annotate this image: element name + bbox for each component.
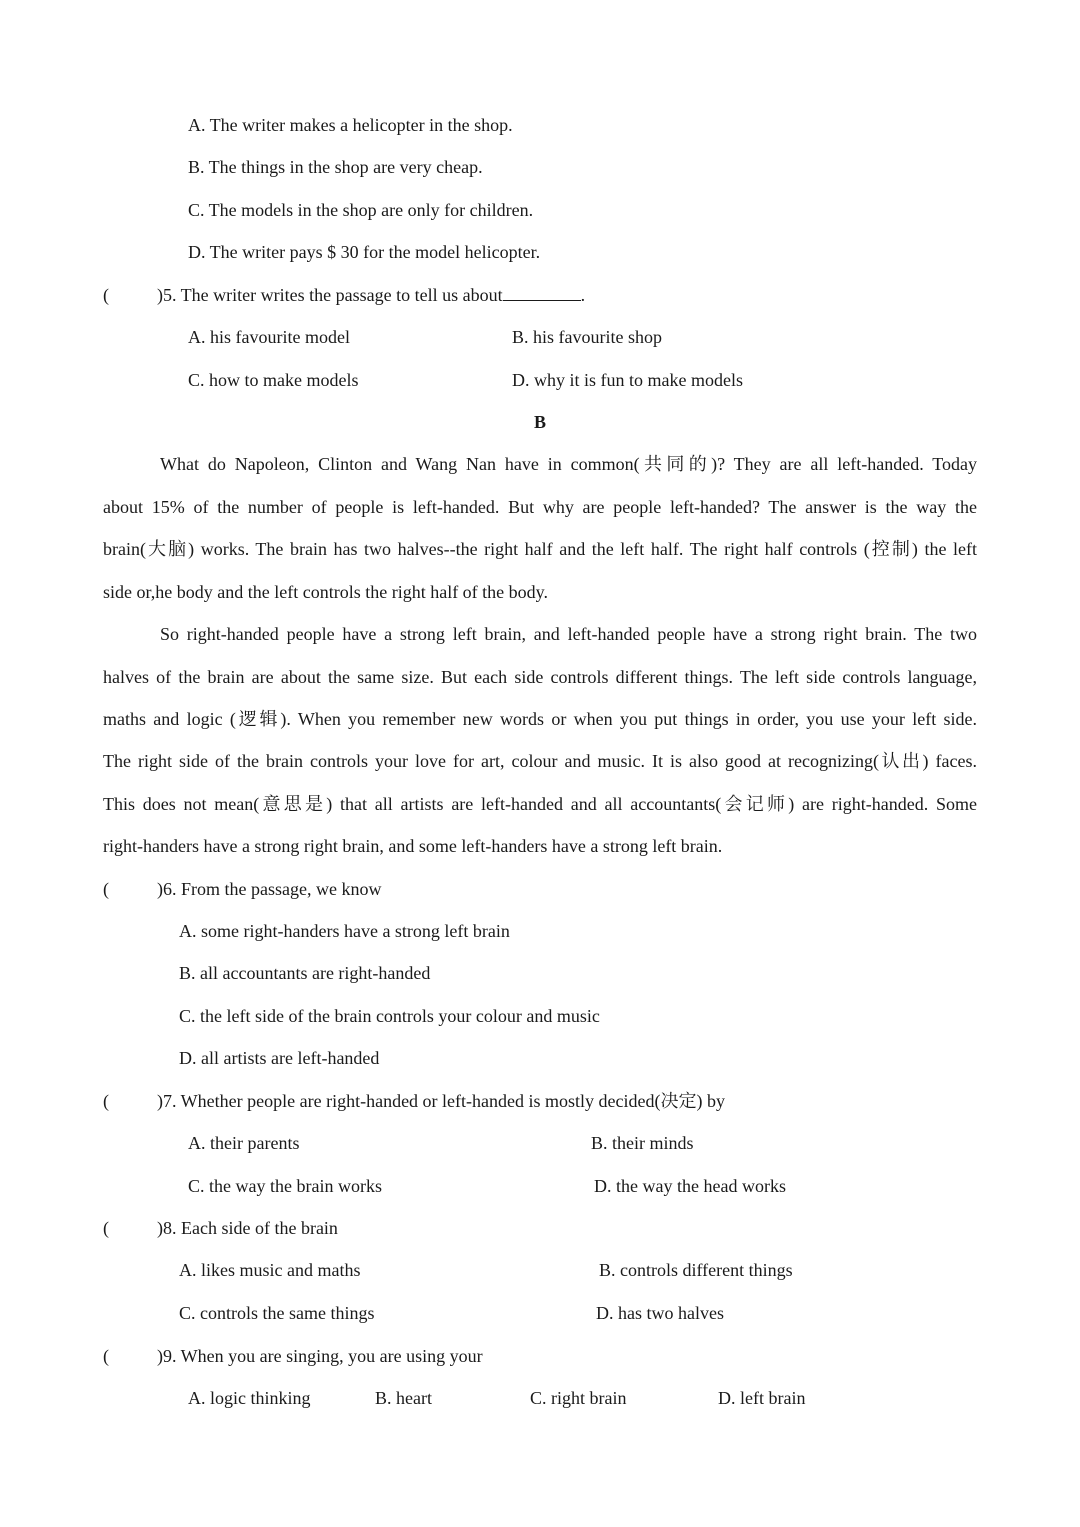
q5-option-c: C. how to make models [188,370,359,390]
q7-option-b: B. their minds [591,1133,694,1153]
q5-option-b: B. his favourite shop [512,327,662,347]
q9-option-b: B. heart [375,1388,432,1408]
q6-option-a: A. some right-handers have a strong left brain [179,921,510,941]
q4-option-a: A. The writer makes a helicopter in the shop. [188,115,513,135]
q6-answer-paren: ( [103,879,109,899]
passage-line: side or,he body and the left controls the right half of the body. [103,582,548,602]
passage-line: right-handers have a strong right brain, and some left-handers have a strong left brain. [103,836,723,856]
q9-option-c: C. right brain [530,1388,627,1408]
q6-option-c: C. the left side of the brain controls your colour and music [179,1006,600,1026]
passage-line: The right side of the brain controls your love for art, colour and music. It is also good at recognizing(认出) faces. [103,751,977,771]
q8-option-c: C. controls the same things [179,1303,375,1323]
q9-option-d: D. left brain [718,1388,806,1408]
q7-option-d: D. the way the head works [594,1176,786,1196]
q7-option-a: A. their parents [188,1133,300,1153]
q8-stem: )8. Each side of the brain [157,1218,338,1238]
q5-answer-paren: ( [103,285,109,305]
q8-answer-paren: ( [103,1218,109,1238]
passage-line: So right-handed people have a strong left brain, and left-handed people have a strong right brain. The two [160,624,977,644]
passage-line: What do Napoleon, Clinton and Wang Nan have in common(共同的)? They are all left-handed. Today [160,454,977,474]
q6-option-d: D. all artists are left-handed [179,1048,380,1068]
q6-option-b: B. all accountants are right-handed [179,963,431,983]
q7-option-c: C. the way the brain works [188,1176,382,1196]
q5-option-d: D. why it is fun to make models [512,370,743,390]
passage-line: This does not mean(意思是) that all artists are left-handed and all accountants(会记师) are right-handed. Some [103,794,977,814]
passage-line: about 15% of the number of people is left-handed. But why are people left-handed? The answer is the way the [103,497,977,517]
q5-stem [157,284,585,306]
q7-answer-paren: ( [103,1091,109,1111]
passage-line: maths and logic (逻辑). When you remember new words or when you put things in order, you use your left side. [103,709,977,729]
q4-option-b: B. The things in the shop are very cheap. [188,157,483,177]
passage-line: brain(大脑) works. The brain has two halves--the right half and the left half. The right half controls (控制) the left [103,539,977,559]
q9-option-a: A. logic thinking [188,1388,311,1408]
q7-stem: )7. Whether people are right-handed or left-handed is mostly decided(决定) by [157,1091,725,1111]
section-heading: B [533,412,546,432]
q9-answer-paren: ( [103,1346,109,1366]
q8-option-b: B. controls different things [599,1260,793,1280]
q5-option-a: A. his favourite model [188,327,350,347]
q9-stem: )9. When you are singing, you are using your [157,1346,483,1366]
q5-stem-end: . [580,285,586,305]
q6-stem: )6. From the passage, we know [157,879,382,899]
q5-blank [503,284,581,301]
q4-option-c: C. The models in the shop are only for children. [188,200,534,220]
passage-line: halves of the brain are about the same size. But each side controls different things. The left side controls language, [103,667,977,687]
q8-option-d: D. has two halves [596,1303,724,1323]
q8-option-a: A. likes music and maths [179,1260,361,1280]
q5-stem-text: )5. The writer writes the passage to tell us about [157,285,503,305]
q4-option-d: D. The writer pays $ 30 for the model helicopter. [188,242,541,262]
